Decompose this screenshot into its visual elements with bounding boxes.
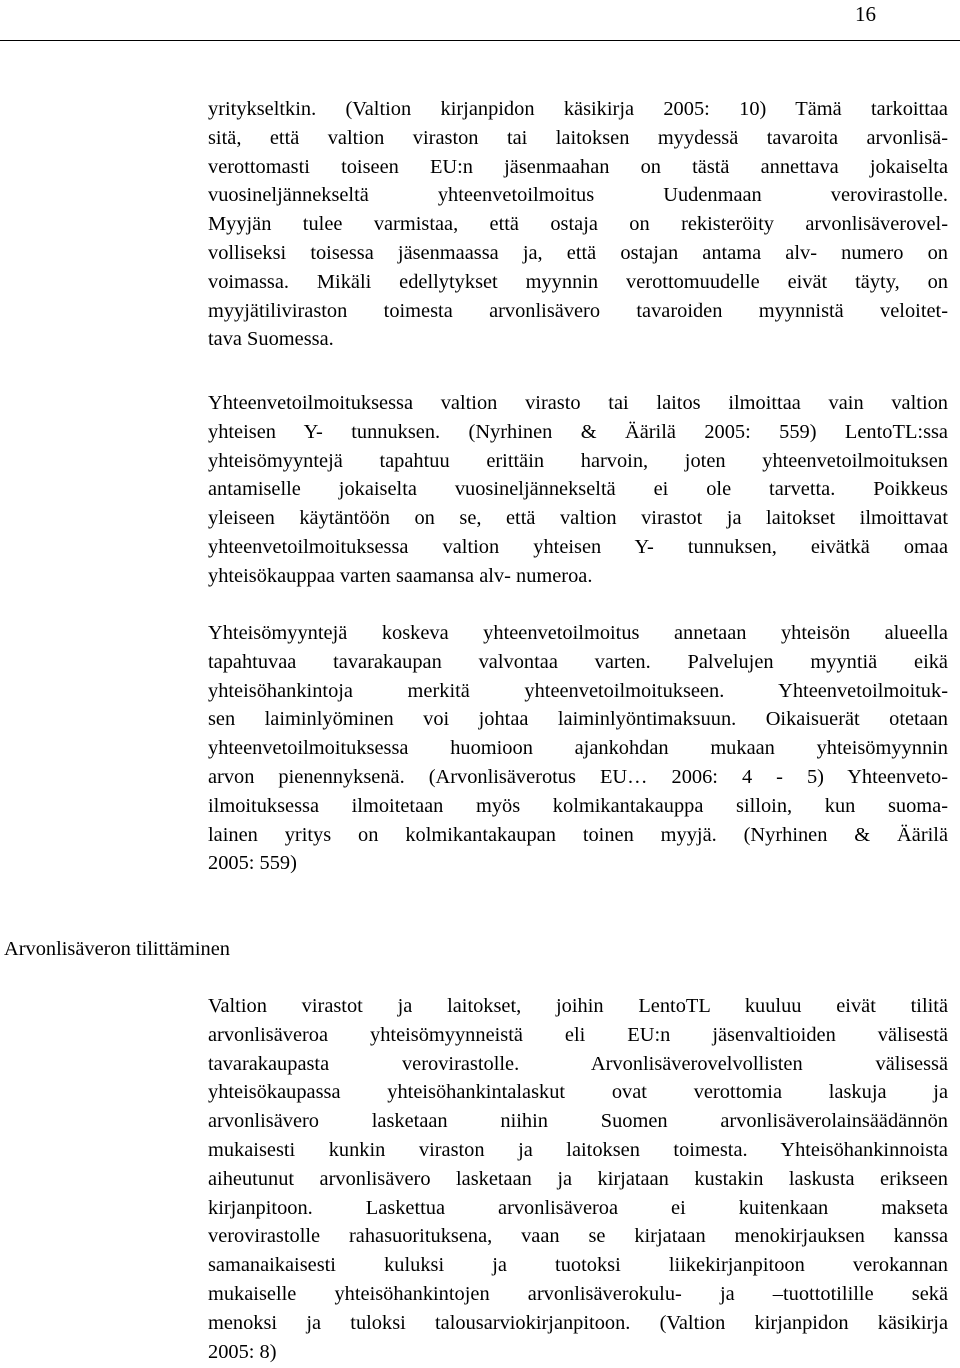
paragraph-3: [208, 619, 948, 878]
text-line: mukaiselle yhteisöhankintojen arvonlisäverokulu- ja –tuottotilille sekä: [208, 1282, 948, 1305]
text-line: aiheutunut arvonlisävero lasketaan ja kirjataan kustakin laskusta erikseen: [208, 1167, 948, 1190]
text-line: tavarakaupasta verovirastolle. Arvonlisäverovelvollisten välisessä: [208, 1052, 948, 1075]
text-line: sitä, että valtion viraston tai laitoksen myydessä tavaroita arvonlisä-: [208, 126, 948, 149]
text-line: yhteisöhankintoja merkitä yhteenvetoilmoitukseen. Yhteenvetoilmoituk-: [208, 679, 948, 702]
text-line: yhteenvetoilmoituksessa huomioon ajankohdan mukaan yhteisömyynnin: [208, 737, 948, 760]
text-line: mukaisesti kunkin viraston ja laitoksen toimesta. Yhteisöhankinnoista: [208, 1138, 948, 1161]
text-line: verovirastolle rahasuorituksena, vaan se kirjataan menokirjauksen kanssa: [208, 1225, 948, 1248]
text-line: verottomasti toiseen EU:n jäsenmaahan on tästä annettava jokaiselta: [208, 155, 948, 178]
text-line: ilmoituksessa ilmoitetaan myös kolmikantakauppa silloin, kun suoma-: [208, 794, 948, 817]
text-line: yhteisökauppaa varten saamansa alv- numeroa.: [208, 564, 593, 587]
text-line: menoksi ja tuloksi talousarviokirjanpitoon. (Valtion kirjanpidon käsikirja: [208, 1311, 948, 1334]
text-line: 2005: 8): [208, 1340, 277, 1363]
text-line: arvonlisäveroa yhteisömyynneistä eli EU:n jäsenvaltioiden välisestä: [208, 1023, 948, 1046]
text-line: yleiseen käytäntöön on se, että valtion virastot ja laitokset ilmoittavat: [208, 507, 948, 530]
text-line: yhteisökaupassa yhteisöhankintalaskut ovat verottomia laskuja ja: [208, 1081, 948, 1104]
text-line: voimassa. Mikäli edellytykset myynnin verottomuudelle eivät täyty, on: [208, 270, 948, 293]
text-line: Yhteisömyyntejä koskeva yhteenvetoilmoitus annetaan yhteisön alueella: [208, 622, 948, 644]
text-line: yhteenvetoilmoituksessa valtion yhteisen Y- tunnuksen, eivätkä omaa: [208, 535, 948, 558]
text-line: myyjätiliviraston toimesta arvonlisävero tavaroiden myynnistä veloitet-: [208, 299, 948, 322]
text-line: yritykseltkin. (Valtion kirjanpidon käsikirja 2005: 10) Tämä tarkoittaa: [208, 98, 948, 120]
paragraph-4: [208, 992, 948, 1366]
paragraph-2: [208, 389, 948, 591]
text-line: tava Suomessa.: [208, 328, 334, 351]
text-line: tapahtuvaa tavarakaupan valvontaa varten. Palvelujen myyntiä eikä: [208, 650, 948, 673]
section-heading: Arvonlisäveron tilittäminen: [4, 938, 230, 960]
paragraph-1: [208, 95, 948, 354]
text-line: Valtion virastot ja laitokset, joihin LentoTL kuuluu eivät tilitä: [208, 995, 948, 1017]
header-rule: [0, 40, 960, 41]
text-line: kirjanpitoon. Laskettua arvonlisäveroa ei kuitenkaan makseta: [208, 1196, 948, 1219]
text-line: Yhteenvetoilmoituksessa valtion virasto tai laitos ilmoittaa vain valtion: [208, 392, 948, 414]
text-line: 2005: 559): [208, 852, 297, 875]
text-line: Myyjän tulee varmistaa, että ostaja on rekisteröity arvonlisäverovel-: [208, 213, 948, 236]
text-line: antamiselle jokaiselta vuosineljännekseltä ei ole tarvetta. Poikkeus: [208, 478, 948, 501]
text-line: arvon pienennyksenä. (Arvonlisäverotus EU… 2006: 4 - 5) Yhteenveto-: [208, 765, 948, 788]
text-line: yhteisömyyntejä tapahtuu erittäin harvoin, joten yhteenvetoilmoituksen: [208, 449, 948, 472]
text-line: sen laiminlyöminen voi johtaa laiminlyöntimaksuun. Oikaisuerät otetaan: [208, 708, 948, 731]
text-line: arvonlisävero lasketaan niihin Suomen arvonlisäverolainsäädännön: [208, 1110, 948, 1133]
text-line: lainen yritys on kolmikantakaupan toinen myyjä. (Nyrhinen & Äärilä: [208, 823, 948, 846]
text-line: samanaikaisesti kuluksi ja tuotoksi liikekirjanpitoon verokannan: [208, 1254, 948, 1277]
text-line: vuosineljännekseltä yhteenvetoilmoitus Uudenmaan verovirastolle.: [208, 184, 948, 207]
text-line: volliseksi toisessa jäsenmaassa ja, että ostajan antama alv- numero on: [208, 241, 948, 264]
page-number: 16: [855, 2, 876, 26]
text-line: yhteisen Y- tunnuksen. (Nyrhinen & Äärilä 2005: 559) LentoTL:ssa: [208, 420, 948, 443]
